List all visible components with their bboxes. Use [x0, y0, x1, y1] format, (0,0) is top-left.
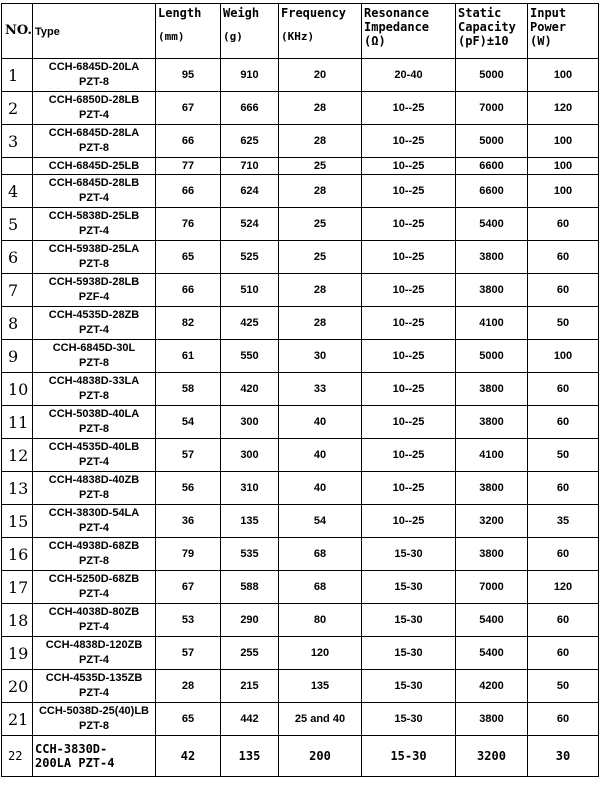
row-number: 18 — [2, 604, 33, 637]
type-cell — [33, 472, 156, 505]
weight-cell: 215 — [221, 670, 279, 703]
row-number: 13 — [2, 472, 33, 505]
row-number: 8 — [2, 307, 33, 340]
model-name: CCH-5038D-25(40)LB — [38, 705, 150, 717]
length-cell: 42 — [156, 736, 221, 777]
table-row — [2, 274, 599, 307]
table-row — [2, 538, 599, 571]
model-name: CCH-5838D-25LB — [48, 210, 140, 222]
type-cell — [33, 307, 156, 340]
material-name: PZT-4 — [79, 456, 109, 468]
frequency-cell: 25 — [279, 158, 362, 175]
capacity-cell: 4100 — [456, 439, 528, 472]
capacity-cell: 3800 — [456, 538, 528, 571]
frequency-cell: 28 — [279, 307, 362, 340]
table-row — [2, 571, 599, 604]
length-cell: 61 — [156, 340, 221, 373]
power-cell: 35 — [528, 505, 599, 538]
length-cell: 95 — [156, 59, 221, 92]
material-name: PZT-4 — [79, 687, 109, 699]
power-cell: 120 — [528, 92, 599, 125]
weight-cell: 510 — [221, 274, 279, 307]
table-row — [2, 637, 599, 670]
header-length-unit: (mm) — [158, 30, 185, 43]
header-length — [156, 4, 221, 59]
frequency-cell: 28 — [279, 274, 362, 307]
table-row — [2, 208, 599, 241]
length-cell: 58 — [156, 373, 221, 406]
weight-cell: 550 — [221, 340, 279, 373]
table-row — [2, 406, 599, 439]
type-cell — [33, 703, 156, 736]
header-power-title1: Input — [530, 6, 567, 20]
impedance-cell: 10--25 — [362, 406, 456, 439]
power-cell: 60 — [528, 637, 599, 670]
material-name: 200LA PZT-4 — [35, 756, 115, 770]
impedance-cell: 20-40 — [362, 59, 456, 92]
model-name: CCH-5938D-28LB — [48, 276, 140, 288]
length-cell: 76 — [156, 208, 221, 241]
length-cell: 66 — [156, 274, 221, 307]
model-name: CCH-3830D- — [35, 742, 108, 756]
weight-cell: 310 — [221, 472, 279, 505]
power-cell: 120 — [528, 571, 599, 604]
material-name: PZT-8 — [79, 423, 109, 435]
row-number: 15 — [2, 505, 33, 538]
model-name: CCH-5250D-68ZB — [48, 573, 140, 585]
length-cell: 65 — [156, 703, 221, 736]
material-name: PZT-8 — [79, 357, 109, 369]
row-number: 5 — [2, 208, 33, 241]
weight-cell: 624 — [221, 175, 279, 208]
model-name: CCH-4838D-40ZB — [48, 474, 140, 486]
weight-cell: 625 — [221, 125, 279, 158]
length-cell: 66 — [156, 175, 221, 208]
type-cell — [33, 670, 156, 703]
model-name: CCH-6845D-25LB — [48, 159, 140, 172]
impedance-cell: 15-30 — [362, 637, 456, 670]
type-cell — [33, 736, 156, 777]
transducer-spec-table — [1, 3, 599, 777]
material-name: PZF-4 — [78, 291, 110, 303]
weight-cell: 910 — [221, 59, 279, 92]
capacity-cell: 6600 — [456, 158, 528, 175]
table-row — [2, 472, 599, 505]
power-cell: 60 — [528, 538, 599, 571]
capacity-cell: 6600 — [456, 175, 528, 208]
power-cell: 60 — [528, 472, 599, 505]
header-frequency-unit: (KHz) — [281, 30, 315, 43]
table-row — [2, 241, 599, 274]
type-cell — [33, 125, 156, 158]
material-name: PZT-4 — [79, 225, 109, 237]
row-number: 10 — [2, 373, 33, 406]
power-cell: 60 — [528, 406, 599, 439]
model-name: CCH-6845D-20LA — [48, 61, 140, 73]
header-row — [2, 4, 599, 59]
power-cell: 60 — [528, 274, 599, 307]
impedance-cell: 10--25 — [362, 307, 456, 340]
material-name: PZT-8 — [79, 720, 109, 732]
length-cell: 53 — [156, 604, 221, 637]
length-cell: 57 — [156, 637, 221, 670]
frequency-cell: 68 — [279, 538, 362, 571]
impedance-cell: 15-30 — [362, 703, 456, 736]
table-row — [2, 736, 599, 777]
table-row — [2, 175, 599, 208]
row-number: 22 — [2, 736, 33, 777]
impedance-cell: 10--25 — [362, 505, 456, 538]
impedance-cell: 10--25 — [362, 373, 456, 406]
model-name: CCH-4535D-28ZB — [48, 309, 140, 321]
power-cell: 60 — [528, 703, 599, 736]
power-cell: 100 — [528, 340, 599, 373]
model-name: CCH-4535D-135ZB — [45, 672, 143, 684]
impedance-cell: 10--25 — [362, 340, 456, 373]
length-cell: 79 — [156, 538, 221, 571]
row-number: 17 — [2, 571, 33, 604]
row-number: 11 — [2, 406, 33, 439]
header-capacity-title2: Capacity — [458, 20, 516, 34]
row-number: 4 — [2, 175, 33, 208]
model-name: CCH-5938D-25LA — [48, 243, 140, 255]
length-cell: 82 — [156, 307, 221, 340]
type-cell — [33, 373, 156, 406]
capacity-cell: 5400 — [456, 208, 528, 241]
weight-cell: 300 — [221, 406, 279, 439]
impedance-cell: 10--25 — [362, 274, 456, 307]
weight-cell: 588 — [221, 571, 279, 604]
type-cell — [33, 241, 156, 274]
model-name: CCH-5038D-40LA — [48, 408, 140, 420]
capacity-cell: 3800 — [456, 373, 528, 406]
header-power — [528, 4, 599, 59]
length-cell: 36 — [156, 505, 221, 538]
power-cell: 50 — [528, 307, 599, 340]
frequency-cell: 30 — [279, 340, 362, 373]
row-number — [2, 158, 33, 175]
frequency-cell: 25 — [279, 208, 362, 241]
capacity-cell: 3800 — [456, 241, 528, 274]
model-name: CCH-3830D-54LA — [48, 507, 140, 519]
table-row — [2, 670, 599, 703]
impedance-cell: 10--25 — [362, 158, 456, 175]
model-name: CCH-6850D-28LB — [48, 94, 140, 106]
row-number: 16 — [2, 538, 33, 571]
frequency-cell: 40 — [279, 472, 362, 505]
table-row — [2, 125, 599, 158]
capacity-cell: 7000 — [456, 571, 528, 604]
model-name: CCH-4838D-120ZB — [45, 639, 143, 651]
weight-cell: 290 — [221, 604, 279, 637]
impedance-cell: 15-30 — [362, 538, 456, 571]
table-row — [2, 92, 599, 125]
type-cell — [33, 340, 156, 373]
header-weight — [221, 4, 279, 59]
capacity-cell: 5000 — [456, 59, 528, 92]
impedance-cell: 15-30 — [362, 604, 456, 637]
material-name: PZT-8 — [79, 555, 109, 567]
capacity-cell: 3200 — [456, 505, 528, 538]
weight-cell: 524 — [221, 208, 279, 241]
weight-cell: 135 — [221, 505, 279, 538]
header-frequency — [279, 4, 362, 59]
model-name: CCH-6845D-28LA — [48, 127, 140, 139]
power-cell: 60 — [528, 373, 599, 406]
weight-cell: 300 — [221, 439, 279, 472]
frequency-cell: 20 — [279, 59, 362, 92]
capacity-cell: 4200 — [456, 670, 528, 703]
length-cell: 57 — [156, 439, 221, 472]
weight-cell: 442 — [221, 703, 279, 736]
material-name: PZT-4 — [79, 522, 109, 534]
capacity-cell: 3800 — [456, 274, 528, 307]
row-number: 12 — [2, 439, 33, 472]
row-number: 21 — [2, 703, 33, 736]
type-cell — [33, 637, 156, 670]
length-cell: 77 — [156, 158, 221, 175]
material-name: PZT-4 — [79, 621, 109, 633]
header-no: NO. — [2, 4, 33, 59]
model-name: CCH-6845D-28LB — [48, 177, 140, 189]
impedance-cell: 10--25 — [362, 175, 456, 208]
header-capacity-title1: Static — [458, 6, 502, 20]
row-number: 6 — [2, 241, 33, 274]
impedance-cell: 10--25 — [362, 472, 456, 505]
row-number: 2 — [2, 92, 33, 125]
capacity-cell: 5400 — [456, 604, 528, 637]
length-cell: 65 — [156, 241, 221, 274]
capacity-cell: 3800 — [456, 703, 528, 736]
weight-cell: 425 — [221, 307, 279, 340]
material-name: PZT-4 — [79, 109, 109, 121]
power-cell: 100 — [528, 59, 599, 92]
length-cell: 67 — [156, 92, 221, 125]
capacity-cell: 3800 — [456, 472, 528, 505]
frequency-cell: 28 — [279, 175, 362, 208]
length-cell: 67 — [156, 571, 221, 604]
material-name: PZT-8 — [79, 76, 109, 88]
weight-cell: 666 — [221, 92, 279, 125]
frequency-cell: 200 — [279, 736, 362, 777]
material-name: PZT-8 — [79, 258, 109, 270]
row-number: 3 — [2, 125, 33, 158]
frequency-cell: 68 — [279, 571, 362, 604]
model-name: CCH-4838D-33LA — [48, 375, 140, 387]
impedance-cell: 10--25 — [362, 125, 456, 158]
type-cell — [33, 274, 156, 307]
type-cell — [33, 538, 156, 571]
header-impedance-title1: Resonance — [364, 6, 430, 20]
table-row — [2, 439, 599, 472]
header-power-title2: Power — [530, 20, 567, 34]
table-row — [2, 505, 599, 538]
header-weight-unit: (g) — [223, 30, 243, 43]
row-number: 20 — [2, 670, 33, 703]
impedance-cell: 15-30 — [362, 670, 456, 703]
header-capacity-unit: (pF)±10 — [458, 34, 509, 48]
impedance-cell: 10--25 — [362, 208, 456, 241]
capacity-cell: 7000 — [456, 92, 528, 125]
type-cell — [33, 158, 156, 175]
model-name: CCH-6845D-30L — [52, 342, 136, 354]
table-row — [2, 373, 599, 406]
power-cell: 50 — [528, 439, 599, 472]
length-cell: 54 — [156, 406, 221, 439]
table-row — [2, 158, 599, 175]
header-type: Type — [33, 4, 156, 59]
frequency-cell: 25 and 40 — [279, 703, 362, 736]
header-impedance-unit: (Ω) — [364, 34, 386, 48]
frequency-cell: 25 — [279, 241, 362, 274]
table-row — [2, 340, 599, 373]
capacity-cell: 5400 — [456, 637, 528, 670]
impedance-cell: 10--25 — [362, 92, 456, 125]
table-row — [2, 307, 599, 340]
frequency-cell: 40 — [279, 439, 362, 472]
table-row — [2, 59, 599, 92]
impedance-cell: 15-30 — [362, 736, 456, 777]
weight-cell: 135 — [221, 736, 279, 777]
frequency-cell: 80 — [279, 604, 362, 637]
frequency-cell: 40 — [279, 406, 362, 439]
header-frequency-title: Frequency — [281, 6, 347, 20]
model-name: CCH-4535D-40LB — [48, 441, 140, 453]
material-name: PZT-8 — [79, 390, 109, 402]
weight-cell: 525 — [221, 241, 279, 274]
material-name: PZT-4 — [79, 192, 109, 204]
type-cell — [33, 59, 156, 92]
weight-cell: 420 — [221, 373, 279, 406]
table-row — [2, 604, 599, 637]
row-number: 7 — [2, 274, 33, 307]
header-length-title: Length — [158, 6, 202, 20]
row-number: 9 — [2, 340, 33, 373]
row-number: 19 — [2, 637, 33, 670]
row-number: 1 — [2, 59, 33, 92]
type-cell — [33, 439, 156, 472]
model-name: CCH-4938D-68ZB — [48, 540, 140, 552]
frequency-cell: 120 — [279, 637, 362, 670]
material-name: PZT-4 — [79, 588, 109, 600]
frequency-cell: 54 — [279, 505, 362, 538]
type-cell — [33, 92, 156, 125]
table-row — [2, 703, 599, 736]
type-cell — [33, 505, 156, 538]
type-cell — [33, 604, 156, 637]
weight-cell: 535 — [221, 538, 279, 571]
material-name: PZT-4 — [79, 654, 109, 666]
type-cell — [33, 175, 156, 208]
length-cell: 66 — [156, 125, 221, 158]
length-cell: 28 — [156, 670, 221, 703]
type-cell — [33, 406, 156, 439]
type-cell — [33, 208, 156, 241]
power-cell: 50 — [528, 670, 599, 703]
header-weight-title: Weigh — [223, 6, 260, 20]
power-cell: 30 — [528, 736, 599, 777]
material-name: PZT-8 — [79, 489, 109, 501]
material-name: PZT-4 — [79, 324, 109, 336]
impedance-cell: 15-30 — [362, 571, 456, 604]
impedance-cell: 10--25 — [362, 241, 456, 274]
length-cell: 56 — [156, 472, 221, 505]
weight-cell: 255 — [221, 637, 279, 670]
material-name: PZT-8 — [79, 142, 109, 154]
model-name: CCH-4038D-80ZB — [48, 606, 140, 618]
capacity-cell: 3200 — [456, 736, 528, 777]
header-impedance-title2: Impedance — [364, 20, 430, 34]
capacity-cell: 4100 — [456, 307, 528, 340]
frequency-cell: 33 — [279, 373, 362, 406]
capacity-cell: 5000 — [456, 125, 528, 158]
weight-cell: 710 — [221, 158, 279, 175]
power-cell: 100 — [528, 175, 599, 208]
power-cell: 60 — [528, 604, 599, 637]
header-capacity — [456, 4, 528, 59]
power-cell: 60 — [528, 208, 599, 241]
frequency-cell: 135 — [279, 670, 362, 703]
capacity-cell: 5000 — [456, 340, 528, 373]
power-cell: 100 — [528, 125, 599, 158]
power-cell: 60 — [528, 241, 599, 274]
frequency-cell: 28 — [279, 125, 362, 158]
header-impedance — [362, 4, 456, 59]
frequency-cell: 28 — [279, 92, 362, 125]
header-power-unit: (W) — [530, 34, 552, 48]
type-cell — [33, 571, 156, 604]
power-cell: 100 — [528, 158, 599, 175]
capacity-cell: 3800 — [456, 406, 528, 439]
impedance-cell: 10--25 — [362, 439, 456, 472]
